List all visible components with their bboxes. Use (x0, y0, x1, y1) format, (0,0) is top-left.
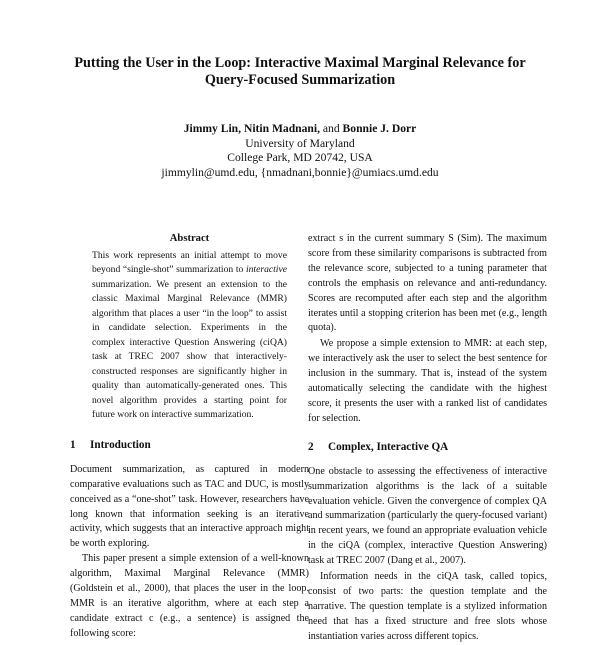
author-name: Jimmy Lin, (183, 122, 242, 135)
emails: jimmylin@umd.edu, {nmadnani,bonnie}@umiacs.umd.edu (161, 165, 439, 179)
address: College Park, MD 20742, USA (227, 151, 373, 165)
section-2-heading (308, 440, 547, 455)
section-1-heading (70, 438, 309, 453)
author-conjunction: and (322, 122, 340, 135)
intro-paragraph-2: This paper present a simple extension of a well-known algorithm, Maximal Marginal Relevance (MMR) (Goldstein et al., 2000), that places the user in the loop. MMR is an iterative algorithm, where at each step a candidate extract c (e.g., a sentence) is assigned the following score: (70, 553, 309, 639)
title-line-2: Query-Focused Summarization (204, 72, 396, 88)
abstract-text (92, 249, 287, 423)
mmr-extension-paragraph: We propose a simple extension to MMR: at each step, we interactively ask the user to select the best sentence for inclusion in the summary. That is, instead of the system automatically selecting the candidate with the highest score, it presents the user with a ranked list of candidates for selection. (308, 338, 547, 424)
mmr-paragraph-continued: extract s in the current summary S (Sim). The maximum score from these similarity comparisons is subtracted from the relevance score, subjected to a tuning parameter that controls the emphasis on relevance and anti-redundancy. Scores are recomputed after each step and the algorithm iterates until a stopping criterion has been met (e.g., length quota). (308, 233, 547, 334)
title-line-1: Putting the User in the Loop: Interactive Maximal Marginal Relevance for (74, 55, 526, 71)
author-names (40, 122, 560, 137)
left-column (70, 232, 309, 642)
abstract-text-part: summarization. We present an extension to the classic Maximal Marginal Relevance (MMR) algorithm that places a user “in the loop” to assist in candidate selection. Experiments in the complex interactive Question Answering (ciQA) task at TREC 2007 show that interactively-constructed responses are significantly higher in quality than automatically-generated ones. This novel algorithm provides a starting point for future work on interactive summarization. (92, 278, 287, 421)
ciqa-paragraph-1: One obstacle to assessing the effectiveness of interactive summarization algorithms is the lack of a suitable evaluation vehicle. Given the convergence of complex QA and summarization (particularly the query-focused variant) in recent years, we found an appropriate evaluation vehicle in the ciQA (complex, interactive Question Answering) task at TREC 2007 (Dang et al., 2007). (308, 465, 547, 567)
author-name: Bonnie J. Dorr (342, 122, 417, 135)
section-title: Complex, Interactive QA (328, 440, 449, 453)
intro-paragraph-1: Document summarization, as captured in modern comparative evaluations such as TAC and DUC, is mostly conceived as a “one-shot” task. However, researchers have long known that information seeking is an iterative activity, which suggests that an interactive approach might be worth exploring. (70, 463, 309, 550)
affiliation: University of Maryland (245, 136, 355, 150)
ciqa-paragraph-2: Information needs in the ciQA task, called topics, consist of two parts: the question template and the narrative. The question template is a stylized information need that has a fixed structure and free slots whose instantiation varies across different topics. (308, 571, 547, 642)
author-block (40, 122, 560, 180)
abstract-emphasis: interactive (245, 264, 287, 276)
section-number: 2 (308, 440, 314, 453)
right-column (308, 232, 547, 645)
abstract-text-part: This work represents an initial attempt to move beyond “single-shot” summarization to (92, 249, 287, 276)
author-name: Nitin Madnani, (243, 122, 320, 135)
section-title: Introduction (90, 438, 151, 451)
paper-title (40, 55, 560, 89)
section-number: 1 (70, 438, 76, 451)
abstract-heading: Abstract (169, 233, 210, 244)
